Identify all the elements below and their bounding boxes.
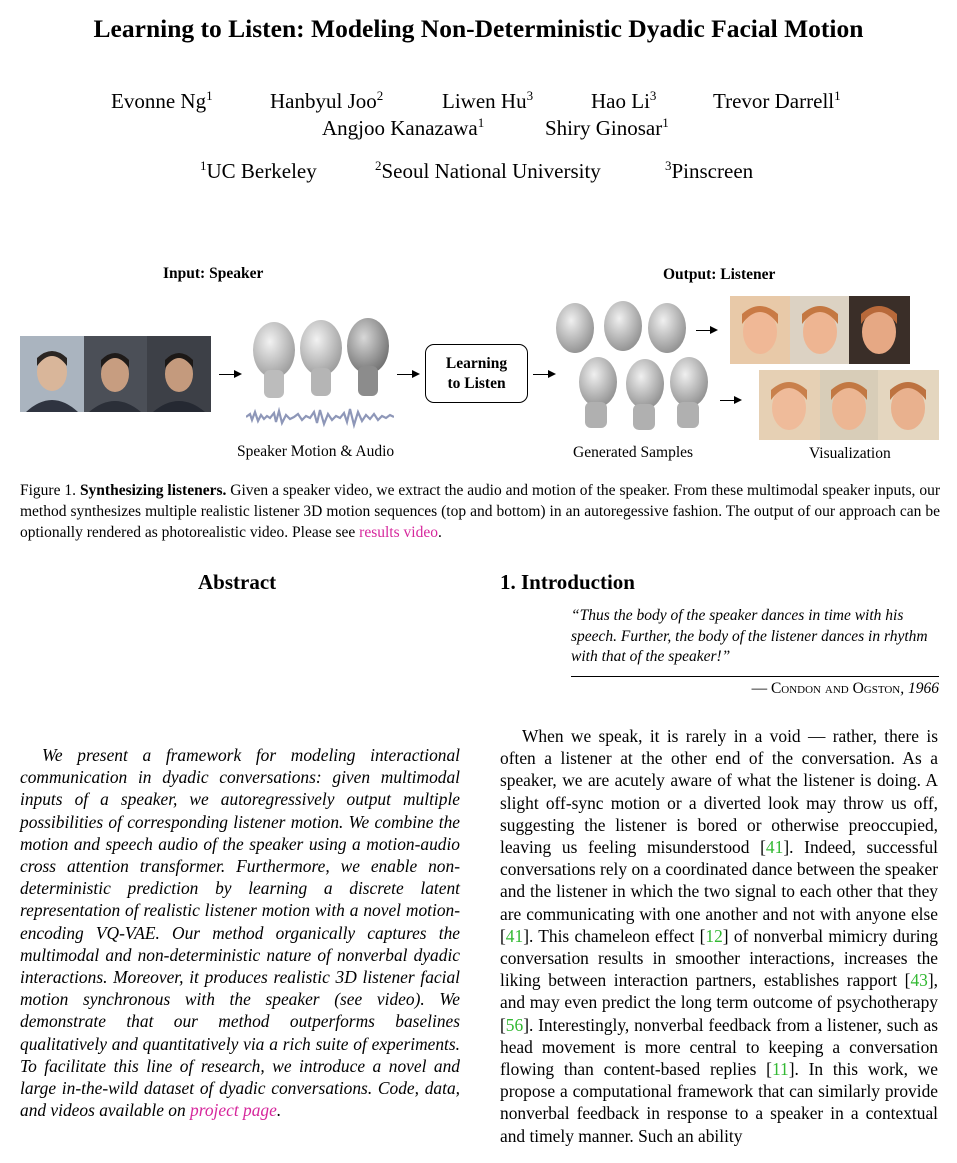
output-label: Output: Listener: [663, 266, 776, 283]
listener-frame-top-2: [790, 296, 849, 364]
author-7: Shiry Ginosar$^1$: [545, 115, 669, 140]
paper-title: Learning to Listen: Modeling Non-Deterministic Dyadic Facial Motion: [93, 14, 864, 43]
audio-waveform: [246, 405, 394, 429]
arrow-icon: [720, 400, 740, 401]
citation-link[interactable]: 43: [910, 970, 928, 991]
quote-divider: [571, 676, 939, 677]
citation-link[interactable]: 11: [771, 1059, 789, 1080]
project-page-link[interactable]: project page: [190, 1100, 277, 1121]
speaker-motion-label: Speaker Motion & Audio: [237, 443, 395, 460]
arrow-icon: [696, 330, 716, 331]
author-3: Liwen Hu$^3$: [442, 88, 534, 113]
results-video-link[interactable]: results video: [359, 523, 438, 541]
speaker-frame-1: [20, 336, 84, 412]
abstract-text: We present a framework for modeling interactional communication in dyadic conversations: given multimodal inputs of a speaker, we autoregressively output multiple possibilities of corresponding listener motion. We combine the motion and speech audio of the speaker using a motion-audio cross attention transformer. Furthermore, we enable non-deterministic prediction by learning a discrete latent representation of realistic listener motion with a novel motion-encoding VQ-VAE. Our method organically captures the multimodal and non-deterministic nature of nonverbal dyadic interactions. Moreover, it produces realistic 3D listener facial motion synchronous with the speaker (see video). We demonstrate that our method outperforms baselines qualitatively and quantitatively via a rich suite of experiments. To facilitate this line of research, we introduce a novel and large in-the-wild dataset of dyadic conversations. Code, data, and videos available on project page.: [20, 745, 460, 1121]
affiliation-3: $^3$Pinscreen: [665, 158, 754, 183]
arrow-icon: [397, 374, 418, 375]
author-4: Hao Li$^3$: [591, 88, 657, 113]
arrow-icon: [533, 374, 554, 375]
introduction-text: When we speak, it is rarely in a void — rather, there is often a listener at the other end of the conversation. As a speaker, we are acutely aware of what the listener is doing. A slight off-sync motion or a diverted look may throw us off, suggesting the listener is bored or otherwise preoccupied, leaving us feeling misunderstood [41]. Indeed, successful conversations rely on a coordinated dance between the speaker and the listener in which the two signal to each other that they are communicating with one another and not with anyone else [41]. This chameleon effect [12] of nonverbal mimicry during conversation results in smoother interactions, increases the liking between interaction partners, establishes rapport [43], and may even predict the long term outcome of psychotherapy [56]. Interestingly, nonverbal feedback from a listener, such as head movement is more central to keeping a conversation flowing than content-based replies [11]. In this work, we propose a computational framework that can similarly provide nonverbal feedback in response to a speaker in a contextual and timely manner. Such an ability: [500, 726, 939, 1146]
epigraph-quote: “Thus the body of the speaker dances in time with his speech. Further, the body of the listener dances in rhythm with that of the speaker!”: [571, 607, 928, 665]
citation-link[interactable]: 41: [505, 925, 524, 946]
arrow-icon: [219, 374, 240, 375]
generated-samples-label: Generated Samples: [573, 444, 694, 461]
abstract-heading: Abstract: [198, 570, 277, 594]
citation-link[interactable]: 12: [705, 925, 723, 946]
citation-link[interactable]: 56: [505, 1014, 524, 1035]
speaker-frame-2: [84, 336, 147, 412]
citation-link[interactable]: 41: [765, 837, 784, 858]
author-2: Hanbyul Joo$^2$: [270, 88, 384, 113]
introduction-heading: 1. Introduction: [500, 570, 635, 594]
input-label: Input: Speaker: [163, 265, 264, 282]
figure-caption: Figure 1. Synthesizing listeners. Given a speaker video, we extract the audio and motion of the speaker. From these multimodal speaker inputs, our method synthesizes multiple realistic listener 3D motion sequences (top and bottom) in an autoregessive fashion. The output of our approach can be optionally rendered as photorealistic video. Please see results video.: [20, 482, 940, 541]
listener-frame-bottom-3: [878, 370, 939, 440]
listener-frame-top-3: [849, 296, 910, 364]
affiliation-1: $^1$UC Berkeley: [200, 158, 317, 183]
affiliation-2: $^2$Seoul National University: [375, 158, 601, 183]
listener-frame-top-1: [730, 296, 790, 364]
listener-frame-bottom-2: [820, 370, 878, 440]
author-6: Angjoo Kanazawa$^1$: [322, 115, 485, 140]
quote-attribution: — Condon and Ogston, 1966: [751, 680, 939, 697]
listener-frame-bottom-1: [759, 370, 820, 440]
learning-to-listen-box: Learning to Listen: [425, 344, 528, 403]
speaker-3d-heads: [246, 312, 396, 402]
generated-3d-heads: [553, 298, 723, 438]
visualization-label: Visualization: [809, 445, 891, 462]
speaker-frame-3: [147, 336, 211, 412]
author-1: Evonne Ng$^1$: [111, 88, 213, 113]
author-5: Trevor Darrell$^1$: [713, 88, 841, 113]
